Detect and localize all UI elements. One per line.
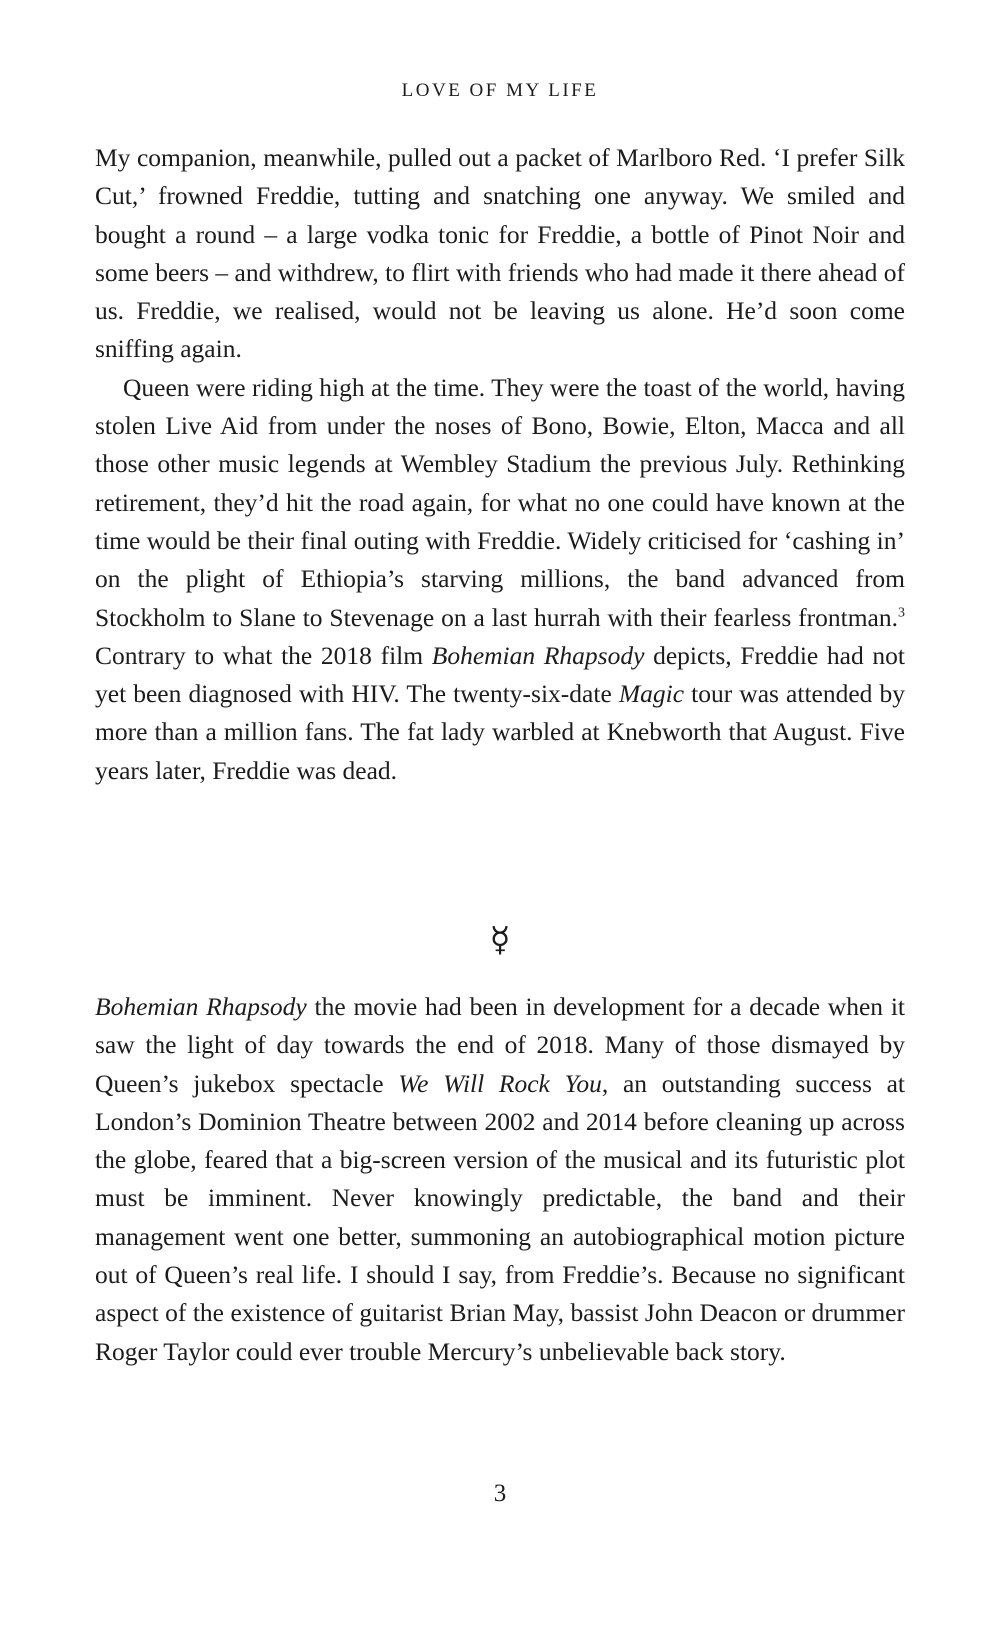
page-number: 3 [493, 1480, 507, 1507]
paragraph-2-text-c: depicts, Freddie had not yet been diagnosed with HIV. The twenty-six-date [95, 640, 905, 709]
paragraph-1: My companion, meanwhile, pulled out a packet of Marlboro Red. ‘I prefer Silk Cut,’ frowned Freddie, tutting and snatching one anyway. We smiled and bought a round – a large vodka tonic for Freddie, a bottle of Pinot Noir and some beers – and withdrew, to flirt with friends who had made it there ahead of us. Freddie, we realised, would not be leaving us alone. He’d soon come sniffing again. [95, 143, 905, 364]
mercury-ornament-icon: ☿ [489, 920, 511, 960]
tour-title: Magic [618, 679, 685, 709]
text-block-lower [95, 988, 905, 1371]
film-title: Bohemian Rhapsody [431, 640, 645, 670]
paragraph-2-text-d: tour was attended by more than a million fans. The fat lady warbled at Knebworth that August. Five years later, Freddie was dead. [95, 679, 906, 785]
film-title: Bohemian Rhapsody [95, 992, 307, 1021]
paragraph-2-text-a: Queen were riding high at the time. They were the toast of the world, having stolen Live Aid from under the noses of Bono, Bowie, Elton, Macca and all those other music legends at Wembley Stadium the previous July. Rethinking retirement, they’d hit the road again, for what no one could have known at the time would be their final outing with Freddie. Widely criticised for ‘cashing in’ on the plight of Ethiopia’s starving millions, the band advanced from Stockholm to Slane to Stevenage on a last hurrah with their fearless frontman. [95, 372, 905, 632]
paragraph-2-text-b: Contrary to what the 2018 film [95, 640, 432, 670]
running-head: LOVE OF MY LIFE [401, 80, 599, 101]
musical-title: We Will Rock You [398, 1068, 602, 1098]
paragraph-3-text-b: , an outstanding success at London’s Dominion Theatre between 2002 and 2014 before cleaning up across the globe, feared that a big-screen version of the musical and its futuristic plot must be imminent. Never knowingly predictable, the band and their management went one better, summoning an autobiographical motion picture out of Queen’s real life. I should I say, from Freddie’s. Because no significant aspect of the existence of guitarist Brian May, bassist John Deacon or drummer Roger Taylor could ever trouble Mercury’s unbelievable back story. [95, 1068, 905, 1366]
paragraph-2 [95, 369, 905, 790]
footnote-marker: 3 [898, 605, 905, 621]
paragraph-3 [95, 988, 905, 1371]
paragraph-3-text-a: the movie had been in development for a decade when it saw the light of day towards the end of 2018. Many of those dismayed by Queen’s jukebox spectacle [95, 992, 905, 1098]
text-block-upper [95, 139, 905, 790]
